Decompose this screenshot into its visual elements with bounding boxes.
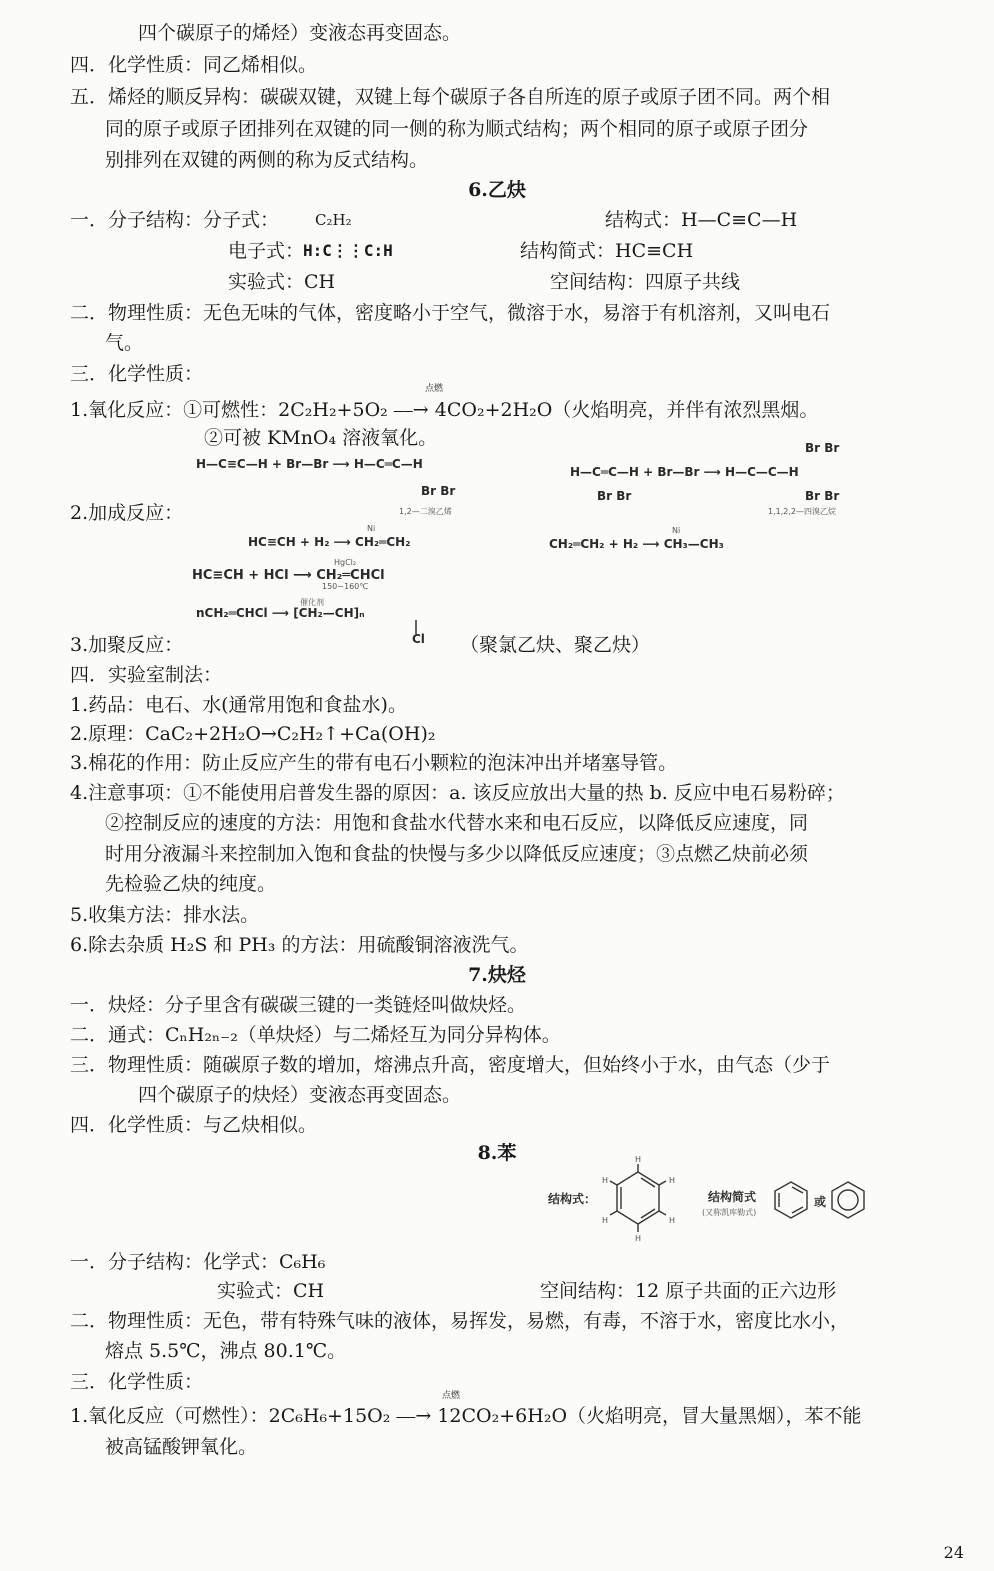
benzene-simple-sublabel: (又称凯库勒式) [702, 1208, 757, 1217]
text-line: 一．分子结构：分子式： [70, 209, 280, 231]
reaction-figure: CH₂═CH₂ + H₂ ⟶ CH₃—CH₃ [549, 537, 724, 551]
text-line: 4.注意事项：①不能使用启普发生器的原因：a. 该反应放出大量的热 b. 反应中电石易粉碎； [70, 782, 845, 804]
text-line: ②可被 KMnO₄ 溶液氧化。 [204, 427, 438, 449]
text-line: （聚氯乙炔、聚乙炔） [460, 634, 651, 656]
text-line: 时用分液漏斗来控制加入饱和食盐的快慢与多少以降低反应速度；③点燃乙炔前必须 [105, 843, 809, 865]
benzene-ring-icon [830, 1180, 866, 1220]
text-line: 一．炔烃：分子里含有碳碳三键的一类链烃叫做炔烃。 [70, 994, 527, 1016]
text-line: 1.氧化反应：①可燃性：2C₂H₂+5O₂ ⎯⎯→ 4CO₂+2H₂O（火焰明亮，并伴有浓烈黑烟。 [70, 399, 819, 421]
reaction-figure: H—C≡C—H + Br—Br ⟶ H—C═C—H [196, 457, 423, 471]
text-line: 1.药品：电石、水(通常用饱和食盐水)。 [70, 694, 407, 716]
reaction-figure-name: 1,2—二溴乙烯 [399, 507, 452, 516]
text-line: 气。 [105, 332, 144, 354]
text-line: 1.氧化反应（可燃性）：2C₆H₆+15O₂ ⎯⎯→ 12CO₂+6H₂O（火焰明亮，冒大量黑烟），苯不能 [70, 1405, 862, 1427]
text-line: 别排列在双键的两侧的称为反式结构。 [105, 149, 429, 171]
text-line: 5.收集方法：排水法。 [70, 904, 260, 926]
reaction-temperature: 150~160℃ [322, 582, 369, 591]
reaction-figure: nCH₂═CHCl ⟶ [CH₂—CH]ₙ [196, 606, 365, 620]
or-label: 或 [814, 1195, 827, 1209]
text-line: 三．化学性质： [70, 1371, 204, 1393]
text-line: 结构简式：HC≡CH [520, 240, 694, 262]
reaction-condition: 点燃 [442, 1391, 461, 1401]
text-line: 空间结构：四原子共线 [550, 271, 741, 293]
h-atom: H [602, 1176, 609, 1185]
reaction-catalyst: Ni [367, 524, 376, 533]
text-line: 二．通式：CₙH₂ₙ₋₂（单炔烃）与二烯烃互为同分异构体。 [70, 1024, 561, 1046]
page-number: 24 [943, 1543, 964, 1562]
text-line: 空间结构：12 原子共面的正六边形 [540, 1280, 837, 1302]
text-line: 熔点 5.5℃，沸点 80.1℃。 [105, 1340, 347, 1362]
text-line: 四个碳原子的烯烃）变液态再变固态。 [138, 22, 462, 44]
h-atom: H [669, 1176, 676, 1185]
reaction-figure-sub: Br Br [421, 484, 456, 498]
reaction-catalyst: Ni [672, 526, 681, 535]
benzene-simple-label: 结构简式 [708, 1190, 757, 1204]
reaction-figure-sub: Br Br [597, 489, 632, 503]
kekule-hexagon-icon [773, 1180, 809, 1220]
text-line: 五．烯烃的顺反异构：碳碳双键，双键上每个碳原子各自所连的原子或原子团不同。两个相 [70, 86, 831, 108]
h-atom: H [635, 1234, 642, 1243]
reaction-figure-name: 1,1,2,2—四溴乙烷 [768, 507, 836, 516]
h-atom: H [602, 1216, 609, 1225]
structural-formula: 结构式：H—C≡C—H [605, 209, 798, 231]
text-line: 实验式：CH [228, 271, 336, 293]
text-line: 三．物理性质：随碳原子数的增加，熔沸点升高，密度增大，但始终小于水，由气态（少于 [70, 1054, 831, 1076]
text-line: 2.加成反应： [70, 502, 184, 524]
text-line: ②控制反应的速度的方法：用饱和食盐水代替水来和电石反应，以降低反应速度，同 [105, 812, 809, 834]
benzene-struct-label: 结构式： [548, 1192, 597, 1206]
reaction-figure: HC≡CH + H₂ ⟶ CH₂═CH₂ [248, 535, 411, 549]
text-line: 被高锰酸钾氧化。 [105, 1436, 258, 1458]
section-title: 8.苯 [477, 1142, 517, 1164]
reaction-figure-sub: Br Br [805, 489, 840, 503]
text-line: 二．物理性质：无色无味的气体，密度略小于空气，微溶于水，易溶于有机溶剂，又叫电石 [70, 302, 831, 324]
text-line: 四．化学性质：同乙烯相似。 [70, 54, 318, 76]
reaction-figure-top: Br Br [805, 441, 840, 455]
text-line: 同的原子或原子团排列在双键的同一侧的称为顺式结构；两个相同的原子或原子团分 [105, 118, 809, 140]
section-title: 6.乙炔 [468, 179, 526, 201]
text-line: 2.原理：CaC₂+2H₂O→C₂H₂↑+Ca(OH)₂ [70, 723, 436, 745]
reaction-condition: 点燃 [425, 384, 444, 394]
text-line: 3.棉花的作用：防止反应产生的带有电石小颗粒的泡沫冲出并堵塞导管。 [70, 752, 678, 774]
molecular-formula: C₂H₂ [315, 211, 352, 229]
text-line: 电子式： [228, 240, 305, 262]
reaction-figure: HC≡CH + HCl ⟶ CH₂═CHCl [192, 568, 385, 583]
reaction-figure-sub: Cl [412, 632, 425, 646]
text-line: 6.除去杂质 H₂S 和 PH₃ 的方法：用硫酸铜溶液洗气。 [70, 934, 529, 956]
text-line: 二．物理性质：无色，带有特殊气味的液体，易挥发，易燃，有毒，不溶于水，密度比水小， [70, 1310, 850, 1332]
electron-formula: H:C⋮⋮C:H [303, 241, 393, 260]
text-line: 3.加聚反应： [70, 634, 184, 656]
h-atom: H [669, 1216, 676, 1225]
h-atom: H [635, 1155, 642, 1164]
text-line: 实验式：CH [217, 1280, 325, 1302]
bond-line [415, 620, 417, 634]
section-title: 7.炔烃 [468, 964, 526, 986]
text-line: 三．化学性质： [70, 363, 204, 385]
text-line: 一．分子结构：化学式：C₆H₆ [70, 1251, 326, 1273]
text-line: 先检验乙炔的纯度。 [105, 873, 277, 895]
reaction-catalyst: HgCl₂ [334, 558, 357, 567]
text-line: 四．实验室制法： [70, 664, 223, 686]
reaction-figure: H—C═C—H + Br—Br ⟶ H—C—C—H [570, 465, 799, 479]
text-line: 四．化学性质：与乙炔相似。 [70, 1114, 318, 1136]
text-line: 四个碳原子的炔烃）变液态再变固态。 [138, 1084, 462, 1106]
reaction-catalyst: 催化剂 [300, 598, 324, 607]
